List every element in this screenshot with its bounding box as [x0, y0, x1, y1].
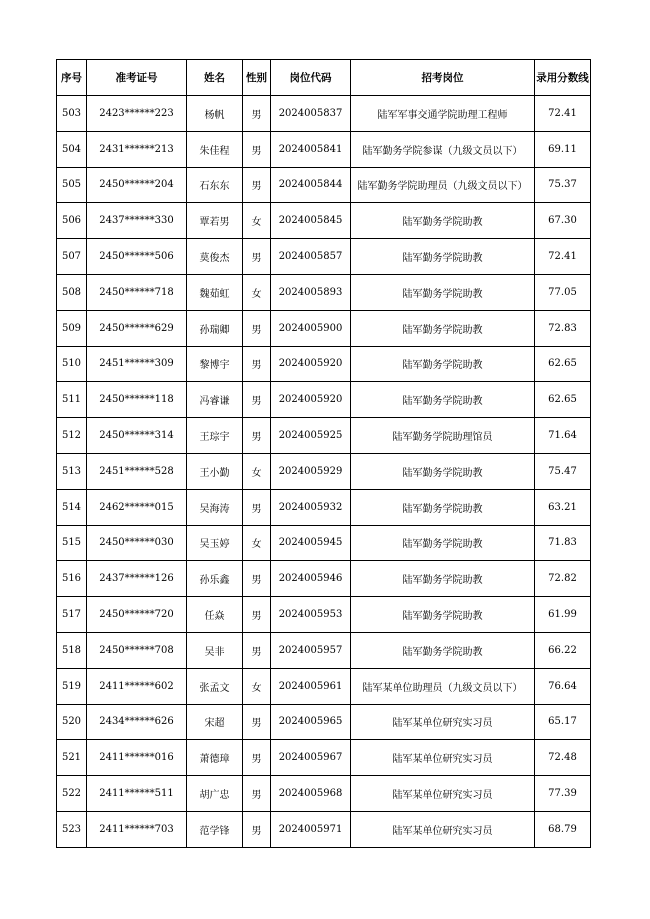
cell-exam-id: 2411******511: [87, 776, 187, 812]
cell-score: 72.41: [535, 96, 591, 132]
cell-position: 陆军某单位研究实习员: [351, 811, 535, 847]
header-name: 姓名: [187, 60, 243, 96]
cell-exam-id: 2431******213: [87, 131, 187, 167]
cell-serial: 523: [57, 811, 87, 847]
cell-position: 陆军勤务学院助教: [351, 274, 535, 310]
cell-serial: 514: [57, 489, 87, 525]
cell-position: 陆军勤务学院助教: [351, 561, 535, 597]
cell-score: 77.39: [535, 776, 591, 812]
cell-score: 65.17: [535, 704, 591, 740]
cell-position-code: 2024005900: [271, 310, 351, 346]
cell-name: 黎博宇: [187, 346, 243, 382]
cell-score: 69.11: [535, 131, 591, 167]
cell-name: 吴非: [187, 632, 243, 668]
table-row: [57, 704, 591, 740]
cell-gender: 女: [243, 203, 271, 239]
cell-position: 陆军勤务学院助教: [351, 453, 535, 489]
cell-score: 71.64: [535, 418, 591, 454]
cell-gender: 男: [243, 131, 271, 167]
cell-serial: 509: [57, 310, 87, 346]
cell-serial: 505: [57, 167, 87, 203]
cell-position: 陆军军事交通学院助理工程师: [351, 96, 535, 132]
table-body: [57, 96, 591, 848]
cell-name: 宋超: [187, 704, 243, 740]
header-exam-id: 准考证号: [87, 60, 187, 96]
cell-score: 61.99: [535, 597, 591, 633]
cell-serial: 521: [57, 740, 87, 776]
table-row: [57, 310, 591, 346]
cell-name: 孙乐鑫: [187, 561, 243, 597]
cell-gender: 女: [243, 274, 271, 310]
cell-serial: 515: [57, 525, 87, 561]
cell-serial: 503: [57, 96, 87, 132]
cell-name: 冯睿谦: [187, 382, 243, 418]
cell-position-code: 2024005957: [271, 632, 351, 668]
cell-gender: 男: [243, 96, 271, 132]
cell-gender: 男: [243, 740, 271, 776]
cell-gender: 男: [243, 346, 271, 382]
cell-serial: 522: [57, 776, 87, 812]
cell-position-code: 2024005837: [271, 96, 351, 132]
cell-name: 王小勤: [187, 453, 243, 489]
cell-position: 陆军勤务学院助理员（九级文员以下）: [351, 167, 535, 203]
cell-serial: 504: [57, 131, 87, 167]
table-row: [57, 561, 591, 597]
cell-exam-id: 2450******720: [87, 597, 187, 633]
cell-serial: 508: [57, 274, 87, 310]
table-row: [57, 96, 591, 132]
cell-serial: 507: [57, 239, 87, 275]
cell-serial: 511: [57, 382, 87, 418]
table-row: [57, 418, 591, 454]
cell-name: 萧德璋: [187, 740, 243, 776]
cell-score: 62.65: [535, 382, 591, 418]
cell-position: 陆军某单位研究实习员: [351, 776, 535, 812]
cell-gender: 男: [243, 597, 271, 633]
cell-position: 陆军勤务学院助教: [351, 203, 535, 239]
header-gender: 性别: [243, 60, 271, 96]
table-row: [57, 131, 591, 167]
table-row: [57, 597, 591, 633]
table-row: [57, 453, 591, 489]
cell-position: 陆军勤务学院参谋（九级文员以下）: [351, 131, 535, 167]
cell-serial: 516: [57, 561, 87, 597]
cell-position-code: 2024005945: [271, 525, 351, 561]
cell-exam-id: 2450******718: [87, 274, 187, 310]
table-row: [57, 632, 591, 668]
cell-position-code: 2024005845: [271, 203, 351, 239]
cell-position-code: 2024005953: [271, 597, 351, 633]
cell-exam-id: 2423******223: [87, 96, 187, 132]
table-row: [57, 525, 591, 561]
cell-name: 吴海涛: [187, 489, 243, 525]
table-row: [57, 203, 591, 239]
cell-position-code: 2024005971: [271, 811, 351, 847]
cell-name: 胡广忠: [187, 776, 243, 812]
cell-exam-id: 2450******118: [87, 382, 187, 418]
cell-score: 77.05: [535, 274, 591, 310]
cell-position: 陆军勤务学院助教: [351, 239, 535, 275]
header-score: 录用分数线: [535, 60, 591, 96]
cell-exam-id: 2437******330: [87, 203, 187, 239]
cell-gender: 男: [243, 704, 271, 740]
cell-position: 陆军勤务学院助教: [351, 597, 535, 633]
cell-serial: 506: [57, 203, 87, 239]
cell-name: 杨帆: [187, 96, 243, 132]
cell-position-code: 2024005920: [271, 382, 351, 418]
cell-exam-id: 2450******629: [87, 310, 187, 346]
table-row: [57, 239, 591, 275]
cell-position: 陆军勤务学院助教: [351, 525, 535, 561]
cell-score: 72.41: [535, 239, 591, 275]
cell-score: 67.30: [535, 203, 591, 239]
cell-score: 75.37: [535, 167, 591, 203]
cell-serial: 520: [57, 704, 87, 740]
cell-position: 陆军勤务学院助教: [351, 632, 535, 668]
cell-name: 莫俊杰: [187, 239, 243, 275]
cell-score: 66.22: [535, 632, 591, 668]
cell-gender: 男: [243, 811, 271, 847]
cell-serial: 518: [57, 632, 87, 668]
cell-score: 72.82: [535, 561, 591, 597]
cell-serial: 519: [57, 668, 87, 704]
cell-position-code: 2024005946: [271, 561, 351, 597]
cell-score: 71.83: [535, 525, 591, 561]
cell-gender: 女: [243, 525, 271, 561]
cell-exam-id: 2451******528: [87, 453, 187, 489]
cell-position: 陆军勤务学院助理馆员: [351, 418, 535, 454]
cell-gender: 男: [243, 418, 271, 454]
cell-name: 张孟文: [187, 668, 243, 704]
cell-gender: 男: [243, 489, 271, 525]
cell-name: 王琮宇: [187, 418, 243, 454]
cell-name: 朱佳程: [187, 131, 243, 167]
cell-gender: 女: [243, 668, 271, 704]
cell-position-code: 2024005965: [271, 704, 351, 740]
cell-position-code: 2024005925: [271, 418, 351, 454]
cell-exam-id: 2437******126: [87, 561, 187, 597]
cell-exam-id: 2451******309: [87, 346, 187, 382]
cell-position-code: 2024005893: [271, 274, 351, 310]
cell-name: 孙瑞卿: [187, 310, 243, 346]
cell-position: 陆军勤务学院助教: [351, 310, 535, 346]
cell-exam-id: 2450******030: [87, 525, 187, 561]
table-row: [57, 274, 591, 310]
table-row: [57, 668, 591, 704]
cell-gender: 男: [243, 382, 271, 418]
cell-score: 68.79: [535, 811, 591, 847]
cell-name: 魏茹虹: [187, 274, 243, 310]
table-row: [57, 811, 591, 847]
cell-position: 陆军勤务学院助教: [351, 382, 535, 418]
table-row: [57, 776, 591, 812]
admission-score-table: [56, 59, 591, 848]
cell-serial: 517: [57, 597, 87, 633]
cell-position-code: 2024005961: [271, 668, 351, 704]
cell-serial: 512: [57, 418, 87, 454]
cell-position-code: 2024005968: [271, 776, 351, 812]
cell-position-code: 2024005929: [271, 453, 351, 489]
cell-position: 陆军勤务学院助教: [351, 489, 535, 525]
cell-exam-id: 2462******015: [87, 489, 187, 525]
cell-name: 吴玉婷: [187, 525, 243, 561]
table-row: [57, 167, 591, 203]
table-header-row: [57, 60, 591, 96]
cell-name: 范学锋: [187, 811, 243, 847]
cell-gender: 男: [243, 310, 271, 346]
cell-name: 任焱: [187, 597, 243, 633]
table-row: [57, 740, 591, 776]
cell-exam-id: 2411******703: [87, 811, 187, 847]
cell-position: 陆军某单位助理员（九级文员以下）: [351, 668, 535, 704]
table-row: [57, 346, 591, 382]
cell-position-code: 2024005967: [271, 740, 351, 776]
cell-position-code: 2024005857: [271, 239, 351, 275]
cell-gender: 男: [243, 561, 271, 597]
table-row: [57, 382, 591, 418]
cell-score: 76.64: [535, 668, 591, 704]
cell-exam-id: 2411******016: [87, 740, 187, 776]
cell-gender: 男: [243, 776, 271, 812]
cell-score: 72.48: [535, 740, 591, 776]
cell-position-code: 2024005844: [271, 167, 351, 203]
cell-exam-id: 2450******506: [87, 239, 187, 275]
cell-gender: 女: [243, 453, 271, 489]
cell-serial: 513: [57, 453, 87, 489]
cell-position-code: 2024005932: [271, 489, 351, 525]
cell-exam-id: 2411******602: [87, 668, 187, 704]
header-position: 招考岗位: [351, 60, 535, 96]
cell-position-code: 2024005920: [271, 346, 351, 382]
cell-gender: 男: [243, 167, 271, 203]
header-position-code: 岗位代码: [271, 60, 351, 96]
cell-exam-id: 2450******708: [87, 632, 187, 668]
cell-position: 陆军某单位研究实习员: [351, 704, 535, 740]
cell-score: 62.65: [535, 346, 591, 382]
cell-name: 石东东: [187, 167, 243, 203]
cell-score: 63.21: [535, 489, 591, 525]
cell-gender: 男: [243, 239, 271, 275]
cell-position: 陆军勤务学院助教: [351, 346, 535, 382]
header-serial: 序号: [57, 60, 87, 96]
cell-score: 75.47: [535, 453, 591, 489]
table-row: [57, 489, 591, 525]
cell-serial: 510: [57, 346, 87, 382]
cell-exam-id: 2450******204: [87, 167, 187, 203]
cell-gender: 男: [243, 632, 271, 668]
cell-score: 72.83: [535, 310, 591, 346]
cell-exam-id: 2450******314: [87, 418, 187, 454]
cell-name: 覃若男: [187, 203, 243, 239]
cell-exam-id: 2434******626: [87, 704, 187, 740]
cell-position: 陆军某单位研究实习员: [351, 740, 535, 776]
cell-position-code: 2024005841: [271, 131, 351, 167]
